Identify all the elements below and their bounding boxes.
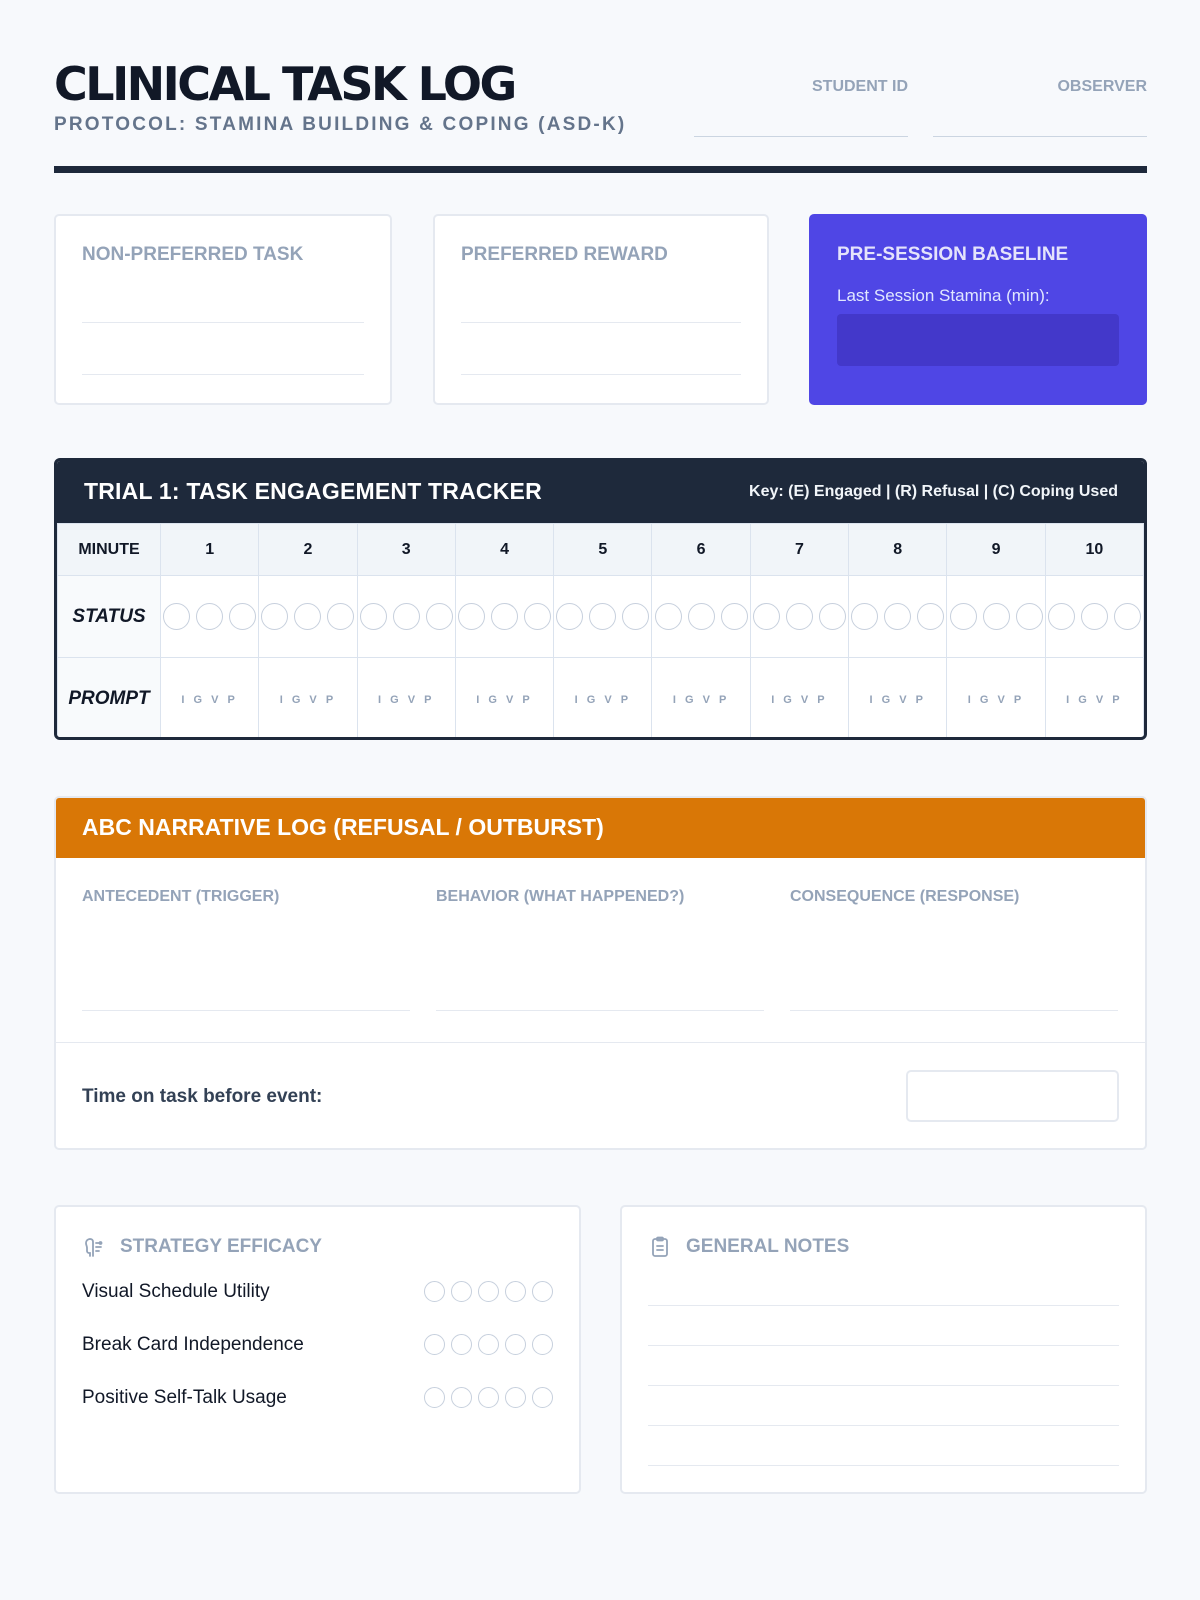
status-circle[interactable] xyxy=(1048,603,1075,630)
brain-icon xyxy=(82,1235,106,1259)
rating-circle[interactable] xyxy=(451,1334,472,1355)
status-circle[interactable] xyxy=(851,603,878,630)
prompt-cell[interactable] xyxy=(357,658,455,740)
status-cell xyxy=(1045,576,1143,658)
status-options xyxy=(259,603,356,630)
behavior-line xyxy=(436,1010,764,1011)
status-circle[interactable] xyxy=(327,603,354,630)
strategy-label: Positive Self-Talk Usage xyxy=(82,1387,287,1408)
behavior-field[interactable] xyxy=(436,888,764,1012)
minute-header: 5 xyxy=(554,524,652,576)
status-circle[interactable] xyxy=(721,603,748,630)
header-divider xyxy=(54,166,1147,173)
rating-circle[interactable] xyxy=(451,1281,472,1302)
status-cell xyxy=(554,576,652,658)
rating-circle[interactable] xyxy=(451,1387,472,1408)
abc-divider xyxy=(56,1042,1145,1043)
abc-header xyxy=(56,798,1145,858)
prompt-code: I G V P xyxy=(869,693,926,706)
baseline-stamina-input[interactable] xyxy=(837,314,1119,366)
minute-header: 10 xyxy=(1045,524,1143,576)
observer-field[interactable] xyxy=(933,78,1147,138)
prompt-code: I G V P xyxy=(574,693,632,706)
rating-circle[interactable] xyxy=(532,1334,553,1355)
notes-line xyxy=(648,1385,1119,1386)
prompt-cell[interactable] xyxy=(161,658,259,740)
rating-scale xyxy=(424,1387,553,1408)
status-options xyxy=(1046,603,1143,630)
strategy-row-self-talk xyxy=(82,1385,553,1415)
prompt-code: I G V P xyxy=(378,693,435,706)
preferred-reward-card[interactable] xyxy=(433,214,769,405)
baseline-label: PRE-SESSION BASELINE xyxy=(837,244,1069,265)
engagement-tracker xyxy=(54,458,1147,740)
notes-line xyxy=(648,1305,1119,1306)
status-circle[interactable] xyxy=(884,603,911,630)
notes-header xyxy=(648,1235,849,1259)
strategy-title: STRATEGY EFFICACY xyxy=(120,1236,322,1257)
rating-circle[interactable] xyxy=(532,1281,553,1302)
minute-label: MINUTE xyxy=(58,524,161,576)
tracker-key: Key: (E) Engaged | (R) Refusal | (C) Coping Used xyxy=(749,483,1118,500)
status-cell xyxy=(259,576,357,658)
status-circle[interactable] xyxy=(819,603,846,630)
rating-circle[interactable] xyxy=(424,1387,445,1408)
strategy-efficacy-panel xyxy=(54,1205,581,1494)
status-circle[interactable] xyxy=(393,603,420,630)
status-cell xyxy=(947,576,1045,658)
rating-circle[interactable] xyxy=(478,1387,499,1408)
abc-narrative-log xyxy=(54,796,1147,1150)
time-on-task-label: Time on task before event: xyxy=(82,1086,323,1107)
antecedent-field[interactable] xyxy=(82,888,410,1012)
minute-header: 4 xyxy=(455,524,553,576)
behavior-label: BEHAVIOR (WHAT HAPPENED?) xyxy=(436,888,685,905)
prompt-code: I G V P xyxy=(672,693,730,706)
rating-circle[interactable] xyxy=(505,1281,526,1302)
prompt-row xyxy=(58,658,1144,740)
rating-circle[interactable] xyxy=(424,1334,445,1355)
status-options xyxy=(358,603,455,630)
prompt-cell[interactable] xyxy=(652,658,750,740)
prompt-code: I G V P xyxy=(1066,693,1123,706)
abc-title: ABC NARRATIVE LOG (REFUSAL / OUTBURST) xyxy=(82,814,604,840)
antecedent-label: ANTECEDENT (TRIGGER) xyxy=(82,888,280,905)
consequence-field[interactable] xyxy=(790,888,1118,1012)
student-id-label: STUDENT ID xyxy=(812,78,908,95)
minute-header: 6 xyxy=(652,524,750,576)
observer-line xyxy=(933,136,1147,137)
page-title: CLINICAL TASK LOG xyxy=(54,57,515,111)
rating-circle[interactable] xyxy=(505,1387,526,1408)
status-circle[interactable] xyxy=(229,603,256,630)
minute-row xyxy=(58,524,1144,576)
rating-circle[interactable] xyxy=(505,1334,526,1355)
status-cell xyxy=(357,576,455,658)
page-subtitle: PROTOCOL: STAMINA BUILDING & COPING (ASD-K) xyxy=(54,114,627,135)
prompt-cell[interactable] xyxy=(455,658,553,740)
tracker-title: TRIAL 1: TASK ENGAGEMENT TRACKER xyxy=(84,478,542,504)
status-circle[interactable] xyxy=(622,603,649,630)
reward-line-1 xyxy=(461,322,741,323)
status-cell xyxy=(750,576,848,658)
status-circle[interactable] xyxy=(458,603,485,630)
task-log-page xyxy=(54,0,1147,1548)
status-circle[interactable] xyxy=(524,603,551,630)
baseline-sub-label: Last Session Stamina (min): xyxy=(837,286,1050,305)
strategy-row-break-card xyxy=(82,1332,553,1362)
antecedent-line xyxy=(82,1010,410,1011)
status-cell xyxy=(652,576,750,658)
rating-circle[interactable] xyxy=(532,1387,553,1408)
minute-header: 8 xyxy=(849,524,947,576)
minute-header: 3 xyxy=(357,524,455,576)
strategy-label: Break Card Independence xyxy=(82,1334,304,1355)
status-options xyxy=(652,603,749,630)
consequence-line xyxy=(790,1010,1118,1011)
status-circle[interactable] xyxy=(688,603,715,630)
status-cell xyxy=(161,576,259,658)
status-cell xyxy=(849,576,947,658)
prompt-cell[interactable] xyxy=(750,658,848,740)
status-circle[interactable] xyxy=(261,603,288,630)
status-circle[interactable] xyxy=(655,603,682,630)
status-circle[interactable] xyxy=(491,603,518,630)
clipboard-icon xyxy=(648,1235,672,1259)
task-line-1 xyxy=(82,322,364,323)
status-row xyxy=(58,576,1144,658)
tracker-header xyxy=(57,461,1144,523)
rating-scale xyxy=(424,1281,553,1302)
notes-line xyxy=(648,1425,1119,1426)
status-circle[interactable] xyxy=(294,603,321,630)
status-circle[interactable] xyxy=(196,603,223,630)
status-options xyxy=(161,603,258,630)
non-preferred-task-label: NON-PREFERRED TASK xyxy=(82,244,304,265)
general-notes-panel[interactable] xyxy=(620,1205,1147,1494)
student-id-line xyxy=(694,136,908,137)
observer-label: OBSERVER xyxy=(1057,78,1147,95)
pre-session-baseline-card xyxy=(809,214,1147,405)
prompt-code: I G V P xyxy=(181,693,238,706)
status-options xyxy=(849,603,946,630)
prompt-label: PROMPT xyxy=(58,658,161,740)
notes-line xyxy=(648,1465,1119,1466)
status-circle[interactable] xyxy=(753,603,780,630)
non-preferred-task-card[interactable] xyxy=(54,214,392,405)
minute-header: 2 xyxy=(259,524,357,576)
status-circle[interactable] xyxy=(983,603,1010,630)
prompt-code: I G V P xyxy=(279,693,337,706)
status-circle[interactable] xyxy=(786,603,813,630)
status-options xyxy=(554,603,651,630)
prompt-cell[interactable] xyxy=(554,658,652,740)
status-options xyxy=(456,603,553,630)
task-line-2 xyxy=(82,374,364,375)
tracker-grid xyxy=(57,523,1144,740)
status-options xyxy=(751,603,848,630)
prompt-cell[interactable] xyxy=(849,658,947,740)
minute-header: 1 xyxy=(161,524,259,576)
strategy-row-visual-schedule xyxy=(82,1279,553,1309)
status-circle[interactable] xyxy=(917,603,944,630)
rating-circle[interactable] xyxy=(478,1281,499,1302)
header xyxy=(54,58,1147,174)
minute-header: 7 xyxy=(750,524,848,576)
prompt-cell[interactable] xyxy=(947,658,1045,740)
reward-line-2 xyxy=(461,374,741,375)
status-circle[interactable] xyxy=(589,603,616,630)
status-circle[interactable] xyxy=(426,603,453,630)
status-label: STATUS xyxy=(58,576,161,658)
strategy-label: Visual Schedule Utility xyxy=(82,1281,270,1302)
rating-circle[interactable] xyxy=(424,1281,445,1302)
rating-scale xyxy=(424,1334,553,1355)
time-on-task-input[interactable] xyxy=(906,1070,1119,1122)
status-cell xyxy=(455,576,553,658)
consequence-label: CONSEQUENCE (RESPONSE) xyxy=(790,888,1020,905)
status-circle[interactable] xyxy=(1114,603,1141,630)
status-circle[interactable] xyxy=(556,603,583,630)
status-circle[interactable] xyxy=(360,603,387,630)
minute-header: 9 xyxy=(947,524,1045,576)
prompt-code: I G V P xyxy=(967,693,1025,706)
status-options xyxy=(947,603,1044,630)
prompt-cell[interactable] xyxy=(1045,658,1143,740)
prompt-code: I G V P xyxy=(771,693,828,706)
status-circle[interactable] xyxy=(950,603,977,630)
notes-line xyxy=(648,1345,1119,1346)
strategy-header xyxy=(82,1235,322,1259)
rating-circle[interactable] xyxy=(478,1334,499,1355)
status-circle[interactable] xyxy=(1081,603,1108,630)
prompt-cell[interactable] xyxy=(259,658,357,740)
status-circle[interactable] xyxy=(1016,603,1043,630)
notes-title: GENERAL NOTES xyxy=(686,1236,850,1257)
status-circle[interactable] xyxy=(163,603,190,630)
student-id-field[interactable] xyxy=(694,78,908,138)
prompt-code: I G V P xyxy=(476,693,533,706)
preferred-reward-label: PREFERRED REWARD xyxy=(461,244,668,265)
